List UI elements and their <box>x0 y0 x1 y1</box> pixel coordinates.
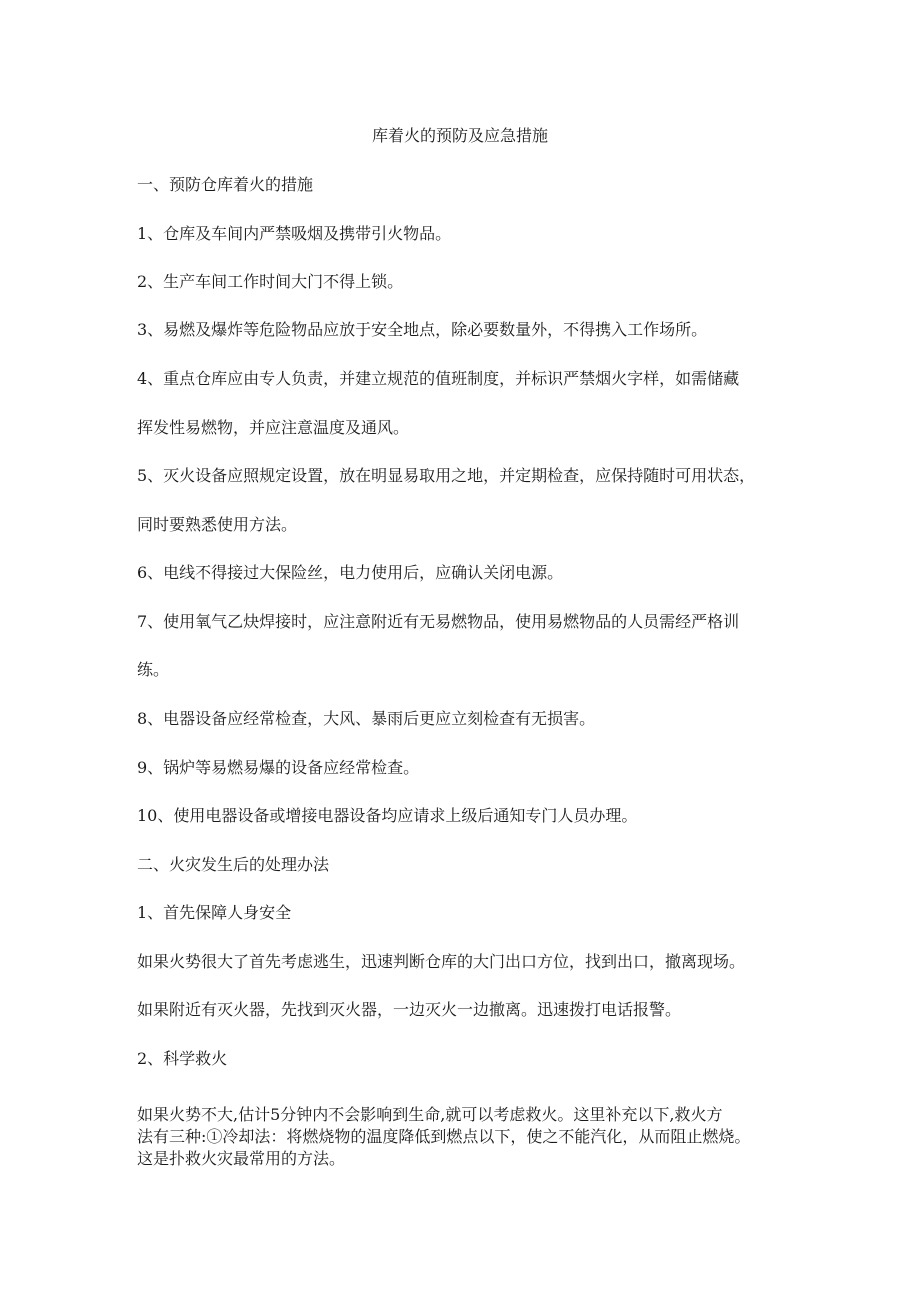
prevention-item-7-line2: 练。 <box>137 660 170 679</box>
firefighting-line-2: 法有三种:①冷却法：将燃烧物的温度降低到燃点以下，使之不能汽化，从而阻止燃烧。 <box>137 1127 751 1146</box>
response-subheading-firefighting: 2、科学救火 <box>137 1049 228 1068</box>
firefighting-line-3: 这是扑救火灾最常用的方法。 <box>137 1149 346 1168</box>
prevention-item-6: 6、电线不得接过大保险丝，电力使用后，应确认关闭电源。 <box>137 563 564 582</box>
prevention-item-7-line1: 7、使用氧气乙炔焊接时，应注意附近有无易燃物品，使用易燃物品的人员需经严格训 <box>137 612 740 631</box>
prevention-item-5-line2: 同时要熟悉使用方法。 <box>137 515 298 534</box>
response-subheading-safety: 1、首先保障人身安全 <box>137 903 292 922</box>
prevention-item-3: 3、易燃及爆炸等危险物品应放于安全地点，除必要数量外，不得携入工作场所。 <box>137 320 708 339</box>
section-heading-prevention: 一、预防仓库着火的措施 <box>137 175 314 194</box>
prevention-item-9: 9、锅炉等易燃易爆的设备应经常检查。 <box>137 758 420 777</box>
prevention-item-8: 8、电器设备应经常检查，大风、暴雨后更应立刻检查有无损害。 <box>137 709 596 728</box>
section-heading-response: 二、火灾发生后的处理办法 <box>137 855 330 874</box>
document-title: 库着火的预防及应急措施 <box>371 126 548 145</box>
prevention-item-2: 2、生产车间工作时间大门不得上锁。 <box>137 272 404 291</box>
prevention-item-10: 10、使用电器设备或增接电器设备均应请求上级后通知专门人员办理。 <box>137 806 638 825</box>
firefighting-line-1: 如果火势不大,估计5分钟内不会影响到生命,就可以考虑救火。这里补充以下,救火方 <box>137 1105 723 1124</box>
prevention-item-4-line1: 4、重点仓库应由专人负责，并建立规范的值班制度，并标识严禁烟火字样，如需储藏 <box>137 369 740 388</box>
response-safety-paragraph-2: 如果附近有灭火器，先找到灭火器，一边灭火一边撤离。迅速拨打电话报警。 <box>137 1000 682 1019</box>
response-safety-paragraph-1: 如果火势很大了首先考虑逃生，迅速判断仓库的大门出口方位，找到出口，撤离现场。 <box>137 952 746 971</box>
prevention-item-4-line2: 挥发性易燃物，并应注意温度及通风。 <box>137 418 410 437</box>
firefighting-paragraph <box>137 1104 797 1170</box>
prevention-item-5-line1: 5、灭火设备应照规定设置，放在明显易取用之地，并定期检查，应保持随时可用状态， <box>137 466 756 485</box>
prevention-item-1: 1、仓库及车间内严禁吸烟及携带引火物品。 <box>137 224 452 243</box>
